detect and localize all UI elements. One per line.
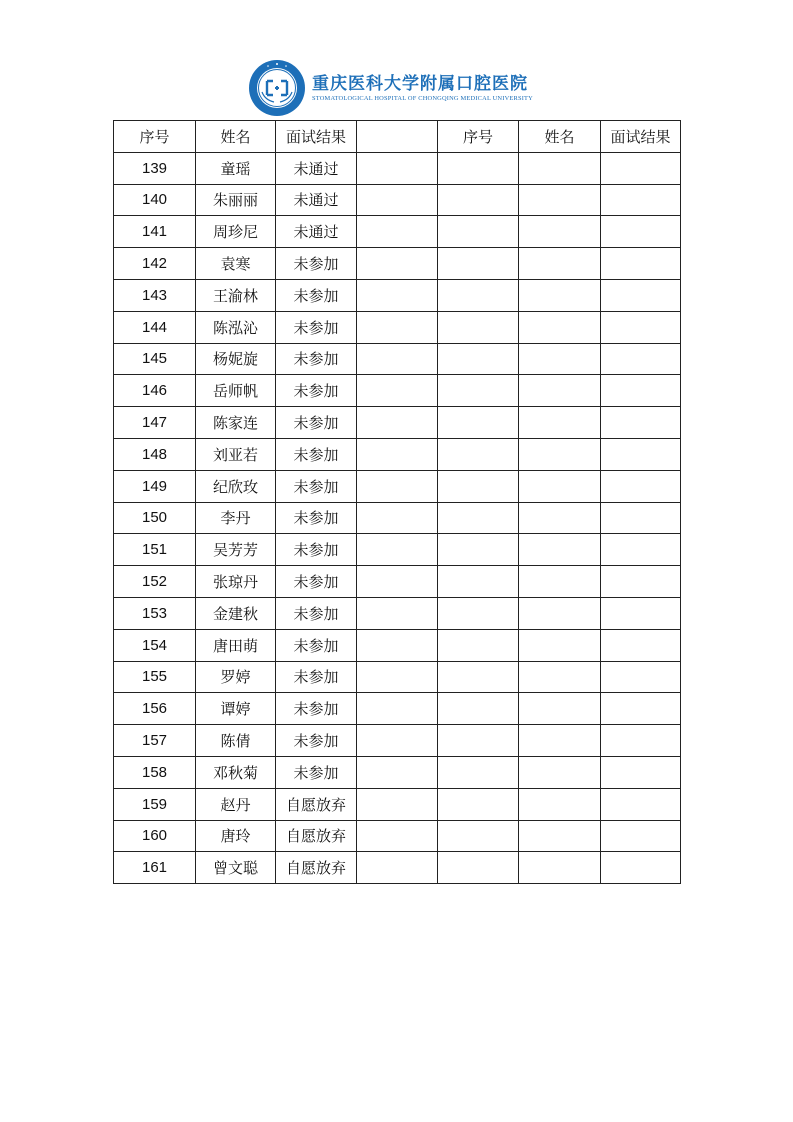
cell-result: 未参加 xyxy=(276,534,357,566)
cell-empty xyxy=(519,756,601,788)
cell-empty xyxy=(438,184,519,216)
cell-no: 145 xyxy=(114,343,196,375)
table-row xyxy=(114,852,681,884)
cell-empty xyxy=(519,502,601,534)
cell-result: 未参加 xyxy=(276,343,357,375)
cell-empty xyxy=(519,438,601,470)
cell-empty xyxy=(519,820,601,852)
cell-name: 唐田萌 xyxy=(196,629,276,661)
cell-empty xyxy=(438,756,519,788)
cell-empty xyxy=(601,756,681,788)
cell-empty xyxy=(438,502,519,534)
cell-result: 未参加 xyxy=(276,756,357,788)
cell-no: 148 xyxy=(114,438,196,470)
cell-no: 161 xyxy=(114,852,196,884)
cell-name: 谭婷 xyxy=(196,693,276,725)
cell-no: 143 xyxy=(114,279,196,311)
cell-no: 142 xyxy=(114,248,196,280)
cell-no: 144 xyxy=(114,311,196,343)
cell-empty xyxy=(438,152,519,184)
cell-empty xyxy=(601,566,681,598)
table-row xyxy=(114,502,681,534)
cell-empty xyxy=(601,693,681,725)
table-row xyxy=(114,725,681,757)
table-row xyxy=(114,470,681,502)
cell-result: 未参加 xyxy=(276,279,357,311)
cell-no: 150 xyxy=(114,502,196,534)
cell-result: 未参加 xyxy=(276,693,357,725)
cell-name: 曾文聪 xyxy=(196,852,276,884)
cell-empty xyxy=(438,343,519,375)
hospital-seal-icon xyxy=(248,59,306,117)
cell-empty xyxy=(438,248,519,280)
cell-no: 159 xyxy=(114,788,196,820)
table-row xyxy=(114,597,681,629)
cell-name: 陈倩 xyxy=(196,725,276,757)
cell-name: 朱丽丽 xyxy=(196,184,276,216)
header-result-right: 面试结果 xyxy=(601,121,681,153)
cell-empty xyxy=(519,343,601,375)
cell-empty xyxy=(519,470,601,502)
cell-empty xyxy=(601,311,681,343)
cell-empty xyxy=(519,184,601,216)
cell-empty xyxy=(601,629,681,661)
cell-empty xyxy=(519,597,601,629)
table-row xyxy=(114,820,681,852)
cell-empty xyxy=(357,311,438,343)
cell-empty xyxy=(519,534,601,566)
cell-empty xyxy=(601,216,681,248)
cell-result: 未参加 xyxy=(276,661,357,693)
cell-name: 杨妮旋 xyxy=(196,343,276,375)
cell-no: 141 xyxy=(114,216,196,248)
cell-empty xyxy=(601,407,681,439)
cell-no: 149 xyxy=(114,470,196,502)
cell-empty xyxy=(601,534,681,566)
cell-empty xyxy=(357,470,438,502)
cell-name: 邓秋菊 xyxy=(196,756,276,788)
cell-empty xyxy=(438,438,519,470)
cell-empty xyxy=(519,661,601,693)
cell-empty xyxy=(357,438,438,470)
cell-empty xyxy=(357,343,438,375)
cell-result: 自愿放弃 xyxy=(276,788,357,820)
table-row xyxy=(114,343,681,375)
cell-name: 吴芳芳 xyxy=(196,534,276,566)
cell-empty xyxy=(357,534,438,566)
cell-empty xyxy=(357,629,438,661)
table-row xyxy=(114,216,681,248)
cell-empty xyxy=(519,852,601,884)
cell-name: 岳师帆 xyxy=(196,375,276,407)
cell-empty xyxy=(601,343,681,375)
cell-empty xyxy=(438,407,519,439)
table-row xyxy=(114,407,681,439)
cell-result: 未参加 xyxy=(276,629,357,661)
cell-result: 未参加 xyxy=(276,438,357,470)
cell-empty xyxy=(438,534,519,566)
cell-name: 唐玲 xyxy=(196,820,276,852)
cell-result: 未参加 xyxy=(276,725,357,757)
cell-empty xyxy=(601,375,681,407)
cell-empty xyxy=(519,216,601,248)
table-row xyxy=(114,661,681,693)
header-spacer xyxy=(357,121,438,153)
cell-empty xyxy=(601,470,681,502)
cell-empty xyxy=(357,725,438,757)
cell-empty xyxy=(601,597,681,629)
cell-no: 153 xyxy=(114,597,196,629)
cell-empty xyxy=(357,248,438,280)
cell-no: 146 xyxy=(114,375,196,407)
cell-empty xyxy=(519,248,601,280)
cell-empty xyxy=(519,725,601,757)
cell-no: 156 xyxy=(114,693,196,725)
cell-empty xyxy=(438,693,519,725)
header-no-right: 序号 xyxy=(438,121,519,153)
cell-empty xyxy=(438,788,519,820)
header-name-left: 姓名 xyxy=(196,121,276,153)
cell-name: 赵丹 xyxy=(196,788,276,820)
cell-empty xyxy=(601,725,681,757)
cell-name: 陈家连 xyxy=(196,407,276,439)
cell-empty xyxy=(438,820,519,852)
cell-empty xyxy=(519,566,601,598)
cell-empty xyxy=(438,470,519,502)
cell-empty xyxy=(519,279,601,311)
cell-empty xyxy=(601,820,681,852)
header-name-right: 姓名 xyxy=(519,121,601,153)
cell-result: 未参加 xyxy=(276,470,357,502)
interview-results-table xyxy=(113,120,681,884)
cell-empty xyxy=(519,152,601,184)
cell-empty xyxy=(438,852,519,884)
cell-empty xyxy=(438,661,519,693)
cell-empty xyxy=(601,438,681,470)
cell-empty xyxy=(519,788,601,820)
cell-result: 未通过 xyxy=(276,152,357,184)
cell-empty xyxy=(601,661,681,693)
cell-result: 未通过 xyxy=(276,184,357,216)
cell-empty xyxy=(357,407,438,439)
cell-empty xyxy=(438,725,519,757)
cell-result: 自愿放弃 xyxy=(276,852,357,884)
header-no-left: 序号 xyxy=(114,121,196,153)
cell-result: 未参加 xyxy=(276,248,357,280)
cell-name: 袁寒 xyxy=(196,248,276,280)
header-result-left: 面试结果 xyxy=(276,121,357,153)
cell-empty xyxy=(357,375,438,407)
cell-result: 未参加 xyxy=(276,407,357,439)
cell-empty xyxy=(601,152,681,184)
cell-empty xyxy=(357,502,438,534)
cell-empty xyxy=(601,248,681,280)
cell-empty xyxy=(601,788,681,820)
cell-empty xyxy=(438,629,519,661)
cell-result: 未通过 xyxy=(276,216,357,248)
cell-name: 张琼丹 xyxy=(196,566,276,598)
cell-empty xyxy=(438,597,519,629)
cell-empty xyxy=(601,502,681,534)
table-row xyxy=(114,184,681,216)
cell-name: 金建秋 xyxy=(196,597,276,629)
cell-result: 未参加 xyxy=(276,311,357,343)
table-header-row xyxy=(114,121,681,153)
cell-no: 139 xyxy=(114,152,196,184)
table-row xyxy=(114,152,681,184)
cell-empty xyxy=(519,629,601,661)
cell-result: 未参加 xyxy=(276,375,357,407)
cell-name: 罗婷 xyxy=(196,661,276,693)
table-row xyxy=(114,279,681,311)
table-row xyxy=(114,788,681,820)
cell-name: 李丹 xyxy=(196,502,276,534)
table-row xyxy=(114,756,681,788)
cell-empty xyxy=(519,375,601,407)
page-header xyxy=(248,60,533,116)
cell-empty xyxy=(438,311,519,343)
table-row xyxy=(114,566,681,598)
table-row xyxy=(114,311,681,343)
cell-empty xyxy=(519,311,601,343)
cell-result: 自愿放弃 xyxy=(276,820,357,852)
cell-result: 未参加 xyxy=(276,566,357,598)
cell-empty xyxy=(601,852,681,884)
cell-empty xyxy=(438,375,519,407)
cell-empty xyxy=(601,279,681,311)
cell-empty xyxy=(357,788,438,820)
table-row xyxy=(114,248,681,280)
cell-no: 157 xyxy=(114,725,196,757)
cell-no: 147 xyxy=(114,407,196,439)
cell-no: 154 xyxy=(114,629,196,661)
table-row xyxy=(114,438,681,470)
cell-empty xyxy=(357,852,438,884)
hospital-name-en: STOMATOLOGICAL HOSPITAL OF CHONGQING MEDICAL UNIVERSITY xyxy=(312,94,533,102)
cell-result: 未参加 xyxy=(276,502,357,534)
cell-empty xyxy=(357,216,438,248)
cell-empty xyxy=(357,597,438,629)
cell-empty xyxy=(357,661,438,693)
cell-empty xyxy=(438,216,519,248)
cell-empty xyxy=(519,407,601,439)
table-row xyxy=(114,534,681,566)
table-row xyxy=(114,693,681,725)
hospital-name-cn: 重庆医科大学附属口腔医院 xyxy=(312,73,528,94)
cell-name: 童瑶 xyxy=(196,152,276,184)
cell-empty xyxy=(438,279,519,311)
cell-empty xyxy=(357,820,438,852)
cell-no: 152 xyxy=(114,566,196,598)
hospital-name-block xyxy=(312,74,533,103)
cell-name: 纪欣玫 xyxy=(196,470,276,502)
cell-no: 155 xyxy=(114,661,196,693)
cell-no: 158 xyxy=(114,756,196,788)
cell-empty xyxy=(519,693,601,725)
cell-no: 160 xyxy=(114,820,196,852)
cell-empty xyxy=(357,693,438,725)
table-body xyxy=(114,152,681,883)
cell-empty xyxy=(601,184,681,216)
cell-empty xyxy=(357,756,438,788)
cell-result: 未参加 xyxy=(276,597,357,629)
table-row xyxy=(114,375,681,407)
table-row xyxy=(114,629,681,661)
cell-empty xyxy=(438,566,519,598)
cell-empty xyxy=(357,566,438,598)
cell-empty xyxy=(357,279,438,311)
cell-name: 王渝林 xyxy=(196,279,276,311)
cell-empty xyxy=(357,184,438,216)
cell-name: 刘亚若 xyxy=(196,438,276,470)
cell-no: 151 xyxy=(114,534,196,566)
cell-name: 周珍尼 xyxy=(196,216,276,248)
cell-no: 140 xyxy=(114,184,196,216)
cell-empty xyxy=(357,152,438,184)
cell-name: 陈泓沁 xyxy=(196,311,276,343)
